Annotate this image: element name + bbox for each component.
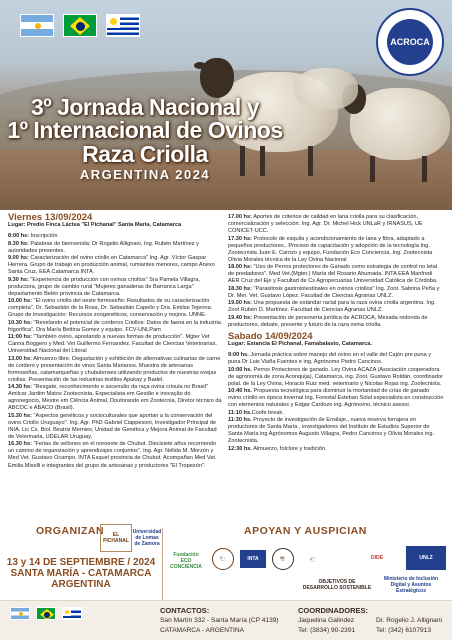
schedule-entry-text: "Parasitosis gastrointestinales en ovinos criollos" Ing. Zoot. Sabrina Peña y Dr. Mer. Vet. Gustavo López. Facultad de Ciencias Agrarias UNLZ. xyxy=(228,285,440,299)
schedule-entry-text: Almuerzo libre. Degustación y exhibición de alternativas culinarias de carne de cordero y presentación de vinos Santa Marianos. Muestra de artesanas formoseñas, catamarqueñas y chubutenses utilizando productos de nuestras ovejas criollas. Presentación de las industrias textiles Apukay y Badel. xyxy=(8,355,221,383)
ovino-icon-logo-1: 🐑 xyxy=(212,548,234,570)
schedule-entry xyxy=(228,264,444,285)
organize-heading: ORGANIZAN xyxy=(36,525,105,537)
schedule-entry-text: "Resgate, reconhecimento e ascensão da raça ovina crioula no Brasil" Amilcar Jardim Matos Zootecnista, Especialista em Gestão e inovação do agronegocio, Mestre em Ciência Animal, Doutorando em Zootecnia, Diretor técnico da ABCOC e ABACO (Brasil). xyxy=(8,384,222,412)
schedule-entry-text: Inscripción xyxy=(29,233,58,240)
sheep-illustration-back xyxy=(290,64,360,114)
coordinator-1-name: Jaquelina Galindez xyxy=(298,617,355,624)
schedule-entry-time: 13.00 hs: xyxy=(8,355,32,362)
day1-location: Lugar: Predio Finca Láctea "El Pichanal" Santa María, Catamarca xyxy=(8,222,182,229)
schedule-entry-time: 17.00 hs: xyxy=(228,214,252,220)
schedule-entry xyxy=(228,214,444,235)
schedule-entry xyxy=(8,384,222,412)
schedule-entry-time: 10.30 hs: xyxy=(8,319,32,326)
event-place: SANTA MARÍA - CATAMARCA xyxy=(10,568,152,579)
schedule-entry xyxy=(228,446,444,453)
schedule-entry xyxy=(8,241,222,255)
support-heading: APOYAN Y AUSPICIAN xyxy=(244,525,367,537)
footer-contacts xyxy=(0,600,452,640)
schedule-entry-text: "Revelando el potencial de corderos Criollos: Datos de faena en la industria frigorífica". Dra María Bettina Gomez y equipo. FCV-UNLPam xyxy=(8,319,221,333)
schedule-entry xyxy=(8,233,222,240)
schedule-entry-text: "También ovino, apostando a nuevas formas de producción". Mgter Vet Canna Boggero y Med. Vet Guillermo Fernandez. Facultad de Ciencias Veterinarias. Universidad Nacional del Litoral xyxy=(8,334,217,355)
schedule-entry-time: 11:30 hs. xyxy=(228,417,252,424)
hero-banner xyxy=(0,0,452,210)
schedule-entry xyxy=(228,352,444,366)
coordinator-2-name: Dr. Rogelio J. Allignani xyxy=(376,617,442,624)
schedule-entry-text: "Uso de Perros protectores de Ganado como estrategia de control no letal de predadores". Med Vet.(Mgter.) María del Rosario Ahumada. INTA EEA Manfredi AER Cruz del Eje y Facultad de Cs Agropecuarias Universidad Católica de Córdoba. xyxy=(228,264,438,285)
schedule-entry-text: "El ovino criollo del oeste formoseño: Resultados de su caracterización completa". Dr. Sebastián de la Rosa, Dr. Sebastián Capello y Dra. Emilse Tejerina. Grupo de Investigación: Recursos zoogenéticos, conservación y mejora. UNNE. xyxy=(8,298,213,319)
schedule-entry xyxy=(228,300,444,314)
schedule-entry-time: 10:00 hs. xyxy=(228,366,252,373)
schedule-entry-time: 9:00 hs. xyxy=(228,352,249,359)
schedule-entry-text: Proyecto de investigación de Ensilaje,, nueva reserva forrajera en productores de Santa María , investigadores del Instituto de Estudios Superior de Santa María ing Agrónomos Augusto Villagra, Pedro Cancinos y Olivia Morales ing. Zootecnista. xyxy=(228,417,435,445)
day2-location: Lugar: Estancia El Pichanal, Famabalasto, Catamarca. xyxy=(228,341,372,348)
title-line-2: 1º Internacional de Ovinos xyxy=(7,117,283,144)
objetivos-desarrollo-sostenible-logo: OBJETIVOS DE DESARROLLO SOSTENIBLE xyxy=(302,579,372,591)
schedule-entry xyxy=(228,236,444,264)
event-dates-block xyxy=(6,557,156,590)
schedule-entry-text: "Ferias de vellones en el noroeste de Chubut. Diecisiete años recorriendo un camino de organización y aprendizajes conjuntos". Ing. Agr. Nélida M. Morzón y Med Vet. Gustavo Ocampo. INTA Esquel provincia de Chubut. Acompañan Med Vet. Emilia Miselli e integrantes del grupo de artesanas y productores "El Tropezón". xyxy=(8,441,217,469)
contacts-heading: CONTACTOS: xyxy=(160,606,210,615)
coordinators-heading: COORDINADORES: xyxy=(298,606,369,615)
schedule-entry-time: 18.30 hs: xyxy=(228,285,252,292)
schedule-entry-text: Almuerzo, folclore y tradición. xyxy=(251,445,327,452)
ovino-icon-logo-2: 🐏 xyxy=(272,548,294,570)
argentina-flag-icon xyxy=(20,14,54,37)
schedule-entry-time: 16.30 hs: xyxy=(8,441,32,448)
schedule-entry-time: 12:30 hs. xyxy=(228,445,252,452)
acroca-badge-logo xyxy=(376,8,444,76)
brazil-flag-icon xyxy=(36,607,56,620)
ministerio-logo: Ministerio de Inclusión Digital y Asuntos Estratégicos xyxy=(383,576,439,594)
event-dates: 13 y 14 DE SEPTIEMBRE / 2024 xyxy=(6,557,156,568)
university-logo: UNLZ xyxy=(406,546,446,570)
schedule-entry xyxy=(8,255,222,276)
schedule-entry xyxy=(228,286,444,300)
day2-entry-list xyxy=(228,352,444,453)
day1-entry-list-continued xyxy=(228,214,444,329)
sponsor-divider xyxy=(162,528,163,600)
schedule-entry-time: 10.00 hs: xyxy=(8,298,32,305)
schedule-entry xyxy=(8,298,222,319)
lomas-de-zamora-logo: Universidad de Lomas de Zamora xyxy=(132,529,162,547)
schedule-entry xyxy=(8,277,222,298)
schedule-entry xyxy=(228,388,444,409)
acroca-badge-text: ACROCA xyxy=(387,19,433,65)
schedule-day1-column xyxy=(8,214,222,470)
schedule-entry xyxy=(8,334,222,355)
schedule-entry-time: 10:40 hs. xyxy=(228,388,252,395)
day1-heading: Viernes 13/09/2024 xyxy=(8,212,93,223)
schedule-entry-text: Palabras de bienvenida: Dr Rogelio Allignani, Ing. Rubén Martínez y autoridades presentes. xyxy=(8,240,199,254)
schedule-entry-time: 9.00 hs: xyxy=(8,255,29,262)
schedule-entry-text: Una propuesta de estándar racial para la raza ovina criolla argentina. Ing. Zoot Rubén D. Martínez. Facultad de Ciencias Agrarias UNLZ. xyxy=(228,300,436,314)
contact-address-2: CATAMARCA - ARGENTINA xyxy=(160,627,245,634)
event-title xyxy=(0,96,290,182)
schedule-entry-time: 11:10 hs. xyxy=(228,409,252,416)
schedule-entry xyxy=(228,367,444,388)
schedule-day2-column xyxy=(228,214,444,453)
schedule-entry-time: 9.30 hs: xyxy=(8,276,29,283)
schedule-entry-text: Jornada práctica sobre manejo del ovino en el valle del Cajón pre puna y puna Dr Luis Viaña Fuentes e ing. Agrónomo Pedro Cancinos. xyxy=(228,352,432,366)
footer-flags xyxy=(10,607,82,620)
schedule-entry-text: Coofe break. xyxy=(251,409,284,416)
schedule-entry-time: 8.30 hs: xyxy=(8,240,29,247)
schedule-entry xyxy=(228,410,444,417)
uruguay-flag-icon xyxy=(62,607,82,620)
schedule-entry xyxy=(8,356,222,384)
schedule-entry-time: 11:00 hs: xyxy=(8,334,32,341)
uruguay-flag-icon xyxy=(106,14,140,37)
dide-logo: DIDE xyxy=(371,555,383,561)
eco-conciencia-logo: Fundación ECO CONCIENCIA xyxy=(170,552,202,570)
schedule-entry-text: Protocolo de esquila y acondicionamiento de lana y fibra, adaptado a pequeños productores,. Proceso de capacitación y adopción de la tecnología Ing. Zootecnista Juan E. Carrizo y equipo, Fundación Eco Conciencia, Ing. Zootecnista Olivia Morales técnica de la Ley Ovina Nacional xyxy=(228,235,433,263)
schedule-entry xyxy=(8,413,222,441)
schedule-entry xyxy=(228,315,444,329)
schedule-entry-time: 19.00 hs: xyxy=(228,300,252,307)
argentina-flag-icon xyxy=(10,607,30,620)
schedule-entry-text: Aportes de criterios de calidad en lana criolla para su clasificación, comercialización y selección. Ing. Agr. Dr. Michel Hick UNLaR y IRNASUS, UE CONICET-UCC. xyxy=(228,214,423,235)
schedule-entry xyxy=(8,320,222,334)
title-line-1: 3º Jornada Nacional y xyxy=(31,94,259,120)
schedule-entry xyxy=(8,441,222,469)
schedule-entry-time: 19.40 hs: xyxy=(228,314,252,321)
country-flags xyxy=(20,14,140,37)
schedule-entry-time: 14.30 hs: xyxy=(8,384,32,391)
el-pichanal-logo: EL PICHANAL xyxy=(100,524,132,552)
schedule-entry-text: Propuesta tecnológica para disminuir la mortandad de crías de ganado ovino criollo en época invernal Ing. Forestal Esteban Solal especialista en construcción con elementos naturales y Edgar Cardozo ing. Agrónomo, técnico asesor. xyxy=(228,388,444,409)
day2-heading: Sabado 14/09/2024 xyxy=(228,331,313,343)
schedule-entry-time: 15.30 hs: xyxy=(8,412,32,419)
schedule-entry-text: Presentación de personería jurídica de ACROCA, Mesada redonda de productores, debate, presente y futuro de la raza ovina criolla. xyxy=(228,314,428,328)
schedule-entry-text: Caracterización del ovino criollo en Catamarca" Ing. Agr. Víctor Gaspar Herrera. Grupo de trabajo en producción animal, rumiantes menores, campo Anexo Santa Cruz, EEA Catamarca INTA. xyxy=(8,255,215,276)
inta-logo: INTA xyxy=(240,550,266,568)
title-line-4: ARGENTINA 2024 xyxy=(79,167,211,183)
brazil-flag-icon xyxy=(63,14,97,37)
coordinator-2-phone: Tel: (342) 6107913 xyxy=(376,627,431,634)
schedule-entry-time: 8:00 hs: xyxy=(8,233,30,240)
event-country: ARGENTINA xyxy=(51,579,111,590)
schedule-entry-text: "Experiencia de producción con ovinos criollos" Sra Pamela Villagra, productora, grupo de cambio rural "Mujeres ganaderas de Barranca Larga" departamento Belén provincia de Catamarca. xyxy=(8,276,200,297)
schedule-entry-time: 18.00 hs: xyxy=(228,264,252,271)
coordinator-1-phone: Tel: (3834) 90-2391 xyxy=(298,627,356,634)
schedule-entry xyxy=(228,417,444,445)
title-line-3: Raza Criolla xyxy=(82,140,208,167)
schedule-entry-text: Perros Protectores de ganado. Ley Ovina ACAZA (Asociación cooperadora de agronomía de zona Aconquija), Catamarca, ing. Zoot. Gustavo Roldán, coordinador polal. de la Ley Ovina, Horacio Ruiz med. veterinario y Nicolas Rojas ing. Zootecnista. xyxy=(228,366,443,387)
schedule-entry-time: 17.30 hs: xyxy=(228,235,252,242)
schedule-entry-text: "Aspectos genéticos y socioculturales que aportan a la conservación del ovino Criollo Uruguayo". Ing. Agr. PhD Gabriel Ciappesoni, Investigador Principal de INIA. Lic Cs. Biol. Beatriz Mernies, Unidad de Genética y Mejora Animal de Facultad de Veterinaria, UDELAR Uruguay. xyxy=(8,412,217,440)
day1-entry-list xyxy=(8,233,222,469)
sheep-silhouette-logo: 🐑 xyxy=(309,557,317,563)
contact-address-1: San Martín 332 - Santa María (CP 4139) xyxy=(160,617,279,624)
